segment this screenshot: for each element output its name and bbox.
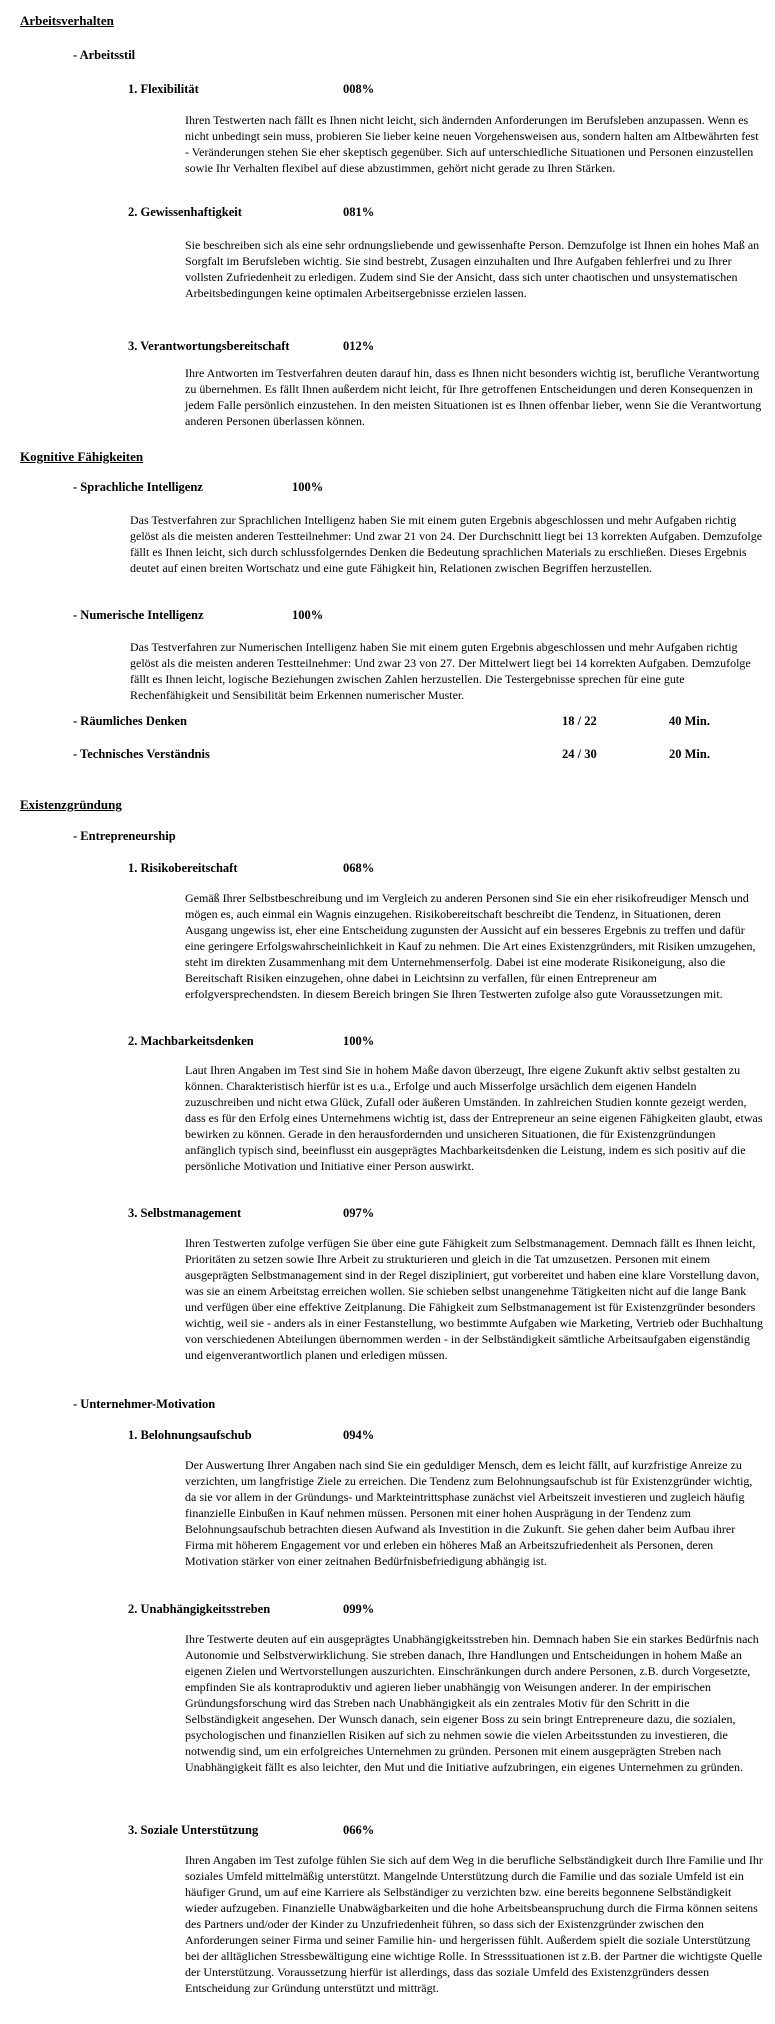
- section-title-arbeitsverhalten: Arbeitsverhalten: [20, 13, 114, 28]
- measure-score-technisches-verstaendnis: 24 / 30: [562, 747, 597, 761]
- item-label-machbarkeitsdenken: 2. Machbarkeitsdenken: [128, 1034, 254, 1048]
- measure-duration-raeumliches-denken: 40 Min.: [669, 714, 710, 728]
- measure-duration-technisches-verstaendnis: 20 Min.: [669, 747, 710, 761]
- item-label-belohnungsaufschub: 1. Belohnungsaufschub: [128, 1428, 252, 1442]
- item-row-verantwortungsbereitschaft: [0, 338, 775, 354]
- measure-label-numerische-intelligenz: - Numerische Intelligenz: [73, 608, 204, 622]
- item-row-risikobereitschaft: [0, 860, 775, 876]
- item-description-risikobereitschaft: Gemäß Ihrer Selbstbeschreibung und im Vergleich zu anderen Personen sind Sie ein eher risikofreudiger Mensch und mögen es, auch einmal ein Wagnis einzugehen. Risikobereitschaft beschreibt die Tendenz, in Situationen, deren Ausgang ungewiss ist, eher eine Entscheidung zugunsten der Aussicht auf ein besseres Ergebnis zu treffen und dafür eine geringere Erfolgswahrscheinlichkeit in Kauf zu nehmen. Die Art eines Existenzgründers, mit Risiken umzugehen, steht im direkten Zusammenhang mit dem Unternehmenserfolg. Dabei ist eine moderate Risikoneigung, also die Bereitschaft Risiken einzugehen, ohne dabei in Leichtsinn zu verfallen, für einen Entrepreneur am erfolgversprechendsten. In diesem Bereich bringen Sie Ihren Testwerten zufolge also gute Voraussetzungen mit.: [185, 891, 756, 1001]
- item-value-machbarkeitsdenken: 100%: [343, 1034, 375, 1048]
- measure-value-sprachliche-intelligenz: 100%: [292, 480, 324, 494]
- item-label-soziale-unterstuetzung: 3. Soziale Unterstützung: [128, 1823, 259, 1837]
- item-label-gewissenhaftigkeit: 2. Gewissenhaftigkeit: [128, 205, 242, 219]
- item-value-verantwortungsbereitschaft: 012%: [343, 339, 375, 353]
- measure-label-technisches-verstaendnis: - Technisches Verständnis: [73, 747, 210, 761]
- item-value-flexibilitaet: 008%: [343, 82, 375, 96]
- section-title-existenzgruendung: Existenzgründung: [20, 797, 122, 812]
- group-label-entrepreneurship: - Entrepreneurship: [73, 829, 176, 843]
- measure-row-technisches-verstaendnis: [0, 746, 775, 762]
- item-value-soziale-unterstuetzung: 066%: [343, 1823, 375, 1837]
- group-label-unternehmer-motivation: - Unternehmer-Motivation: [73, 1397, 216, 1411]
- item-row-machbarkeitsdenken: [0, 1033, 775, 1049]
- measure-score-raeumliches-denken: 18 / 22: [562, 714, 597, 728]
- item-description-soziale-unterstuetzung: Ihren Angaben im Test zufolge fühlen Sie sich auf dem Weg in die berufliche Selbständigkeit durch Ihre Familie und Ihr soziales Umfeld mittelmäßig unterstützt. Mangelnde Unterstützung durch die Familie und das soziale Umfeld ist ein häufiger Grund, um auf eine Karriere als Selbständiger zu verzichten bzw. eine bereits begonnene Selbständigkeit wieder aufzugeben. Finanzielle Unabwägbarkeiten und die hohe Arbeitsbeanspruchung durch die Firma können seitens des Partners und/oder der Kinder zu Unzufriedenheit führen, so dass sich der Existenzgründer zwischen den Anforderungen seiner Firma und seiner Familie hin- und hergerissen fühlt. Außerdem spielt die soziale Unterstützung bei der alltäglichen Stressbewältigung eine wichtige Rolle. In Stresssituationen ist z.B. der Partner die wichtigste Quelle der Unterstützung. Voraussetzung hierfür ist allerdings, dass das soziale Umfeld des Existenzgründers dessen Entscheidung zur Gründung unterstützt und mitträgt.: [185, 1853, 763, 1995]
- item-description-flexibilitaet: Ihren Testwerten nach fällt es Ihnen nicht leicht, sich ändernden Anforderungen im Berufsleben anzupassen. Wenn es nicht unbedingt sein muss, probieren Sie lieber keine neuen Vorgehensweisen aus, sondern halten am Altbewährten fest - Veränderungen stehen Sie eher skeptisch gegenüber. Sich auf unterschiedliche Situationen und Personen einzustellen sowie Ihr Verhalten flexibel auf diese abzustimmen, gehört nicht gerade zu Ihren Stärken.: [185, 113, 759, 175]
- group-label-arbeitsstil: - Arbeitsstil: [73, 48, 136, 62]
- measure-label-sprachliche-intelligenz: - Sprachliche Intelligenz: [73, 480, 203, 494]
- item-value-risikobereitschaft: 068%: [343, 861, 375, 875]
- measure-description-numerische-intelligenz: Das Testverfahren zur Numerischen Intelligenz haben Sie mit einem guten Ergebnis abgeschlossen und mehr Aufgaben richtig gelöst als die meisten anderen Testteilnehmer: Und zwar 23 von 27. Der Mittelwert liegt bei 14 korrekten Aufgaben. Demzufolge fällt es Ihnen leicht, logische Beziehungen zwischen Zahlen herzustellen. Die Testergebnisse sprechen für eine gute Rechenfähigkeit und Sensibilität beim Erkennen numerischer Muster.: [130, 640, 751, 702]
- item-description-gewissenhaftigkeit: Sie beschreiben sich als eine sehr ordnungsliebende und gewissenhafte Person. Demzufolge ist Ihnen ein hohes Maß an Sorgfalt im Berufsleben wichtig. Sie sind bestrebt, Zusagen einzuhalten und Ihre Aufgaben fehlerfrei und zu Ihrer vollsten Zufriedenheit zu erledigen. Zudem sind Sie der Ansicht, dass sich unter chaotischen und unsystematischen Arbeitsbedingungen keine optimalen Arbeitsergebnisse erzielen lassen.: [185, 238, 760, 300]
- item-value-selbstmanagement: 097%: [343, 1206, 375, 1220]
- item-label-flexibilitaet: 1. Flexibilität: [128, 82, 199, 96]
- item-row-unabhaengigkeitsstreben: [0, 1601, 775, 1617]
- item-row-gewissenhaftigkeit: [0, 204, 775, 220]
- item-row-belohnungsaufschub: [0, 1427, 775, 1443]
- item-description-machbarkeitsdenken: Laut Ihren Angaben im Test sind Sie in hohem Maße davon überzeugt, Ihre eigene Zukunft aktiv selbst gestalten zu können. Charakteristisch hierfür ist es u.a., Erfolge und auch Misserfolge ursächlich dem eigenen Handeln zuzuschreiben und nicht etwa Glück, Zufall oder äußeren Umständen. In zahlreichen Studien konnte gezeigt werden, dass es für den Erfolg eines Unternehmens wichtig ist, dass der Entrepreneur an seine eigenen Fähigkeiten glaubt, etwas bewirken zu können. Gerade in den herausfordernden und unsicheren Situationen, die für Existenzgründungen anfänglich typisch sind, beeinflusst ein ausgeprägtes Machbarkeitsdenken die Leistung, indem es sich positiv auf die persönliche Motivation und Initiative einer Person auswirkt.: [185, 1063, 763, 1173]
- item-label-verantwortungsbereitschaft: 3. Verantwortungsbereitschaft: [128, 339, 290, 353]
- item-description-belohnungsaufschub: Der Auswertung Ihrer Angaben nach sind Sie ein geduldiger Mensch, dem es leicht fällt, auf kurzfristige Anreize zu verzichten, um langfristige Ziele zu erreichen. Die Tendenz zum Belohnungsaufschub ist für Existenzgründer wichtig, da sie vor allem in der Gründungs- und Markteintrittsphase zunächst viel Arbeitszeit investieren und zugleich häufig finanzielle Einbußen in Kauf nehmen müssen. Personen mit einer hohen Ausprägung in der Tendenz zum Belohnungsaufschub betrachten diesen Aufwand als Investition in die Zukunft. Sie gehen daher beim Aufbau ihrer Firma mit höherem Engagement vor und erleben ein höheres Maß an Arbeitszufriedenheit als Personen, deren Motivation stärker von einer zeitnahen Bedürfnisbefriedigung abhängig ist.: [185, 1458, 753, 1568]
- item-description-selbstmanagement: Ihren Testwerten zufolge verfügen Sie über eine gute Fähigkeit zum Selbstmanagement. Demnach fällt es Ihnen leicht, Prioritäten zu setzen sowie Ihre Arbeit zu strukturieren und gleich in die Tat umzusetzen. Personen mit einem ausgeprägten Selbstmanagement sind in der Regel diszipliniert, gut vorbereitet und haben eine klare Vorstellung davon, was sie an einem Arbeitstag erreichen wollen. Sie schieben selbst unangenehme Tätigkeiten nicht auf die lange Bank und verfügen über eine effektive Zeitplanung. Die Fähigkeit zum Selbstmanagement ist für Existenzgründer besonders wichtig, weil sie - anders als in einer Festanstellung, wo bestimmte Aufgaben wie Marketing, Vertrieb oder Buchhaltung von verschiedenen Abteilungen übernommen werden - in der Selbständigkeit sämtliche Arbeitsaufgaben eigenständig und eigenverantwortlich planen und erledigen müssen.: [185, 1236, 763, 1362]
- item-row-selbstmanagement: [0, 1205, 775, 1221]
- item-row-soziale-unterstuetzung: [0, 1822, 775, 1838]
- item-value-unabhaengigkeitsstreben: 099%: [343, 1602, 375, 1616]
- measure-description-sprachliche-intelligenz: Das Testverfahren zur Sprachlichen Intelligenz haben Sie mit einem guten Ergebnis abgeschlossen und mehr Aufgaben richtig gelöst als die meisten anderen Testteilnehmer: Und zwar 21 von 24. Der Durchschnitt liegt bei 13 korrekten Aufgaben. Demzufolge fällt es Ihnen leicht, sich durch schlussfolgerndes Denken die Bedeutung sprachlichen Materials zu erschließen. Dieses Ergebnis deutet auf einen breiten Wortschatz und eine gute Fähigkeit hin, Relationen zwischen Begriffen herzustellen.: [130, 513, 763, 575]
- item-description-unabhaengigkeitsstreben: Ihre Testwerte deuten auf ein ausgeprägtes Unabhängigkeitsstreben hin. Demnach haben Sie ein starkes Bedürfnis nach Autonomie und Selbstverwirklichung. Sie streben danach, Ihre Handlungen und Entscheidungen in hohem Maße an eigenen Zielen und Wertvorstellungen auszurichten. Einschränkungen durch andere Personen, z.B. durch Vorgesetzte, empfinden Sie als kontraproduktiv und agieren lieber unabhängig von Weisungen anderer. In der empirischen Gründungsforschung wird das Streben nach Unabhängigkeit als ein zentrales Motiv für den Schritt in die Selbständigkeit angesehen. Der Wunsch danach, sein eigener Boss zu sein bringt Entrepreneure dazu, die sozialen, psychologischen und finanziellen Risiken auf sich zu nehmen sowie die vielen Arbeitsstunden zu investieren, die notwendig sind, um ein erfolgreiches Unternehmen zu gründen. Personen mit einem ausgeprägten Streben nach Unabhängigkeit fällt es also leichter, den Mut und die Initiative aufzubringen, ein eigenes Unternehmen zu gründen.: [185, 1632, 759, 1774]
- item-description-verantwortungsbereitschaft: Ihre Antworten im Testverfahren deuten darauf hin, dass es Ihnen nicht besonders wichtig ist, berufliche Verantwortung zu übernehmen. Es fällt Ihnen außerdem nicht leicht, für Ihre getroffenen Entscheidungen und deren Konsequenzen in jedem Falle persönlich einzustehen. In den meisten Situationen ist es Ihnen offenbar lieber, wenn Sie die Verantwortung anderen Personen überlassen können.: [185, 366, 762, 428]
- measure-row-numerische-intelligenz: [0, 607, 775, 623]
- measure-label-raeumliches-denken: - Räumliches Denken: [73, 714, 187, 728]
- section-title-kognitive-faehigkeiten: Kognitive Fähigkeiten: [20, 449, 144, 464]
- item-label-selbstmanagement: 3. Selbstmanagement: [128, 1206, 242, 1220]
- item-value-gewissenhaftigkeit: 081%: [343, 205, 375, 219]
- item-label-unabhaengigkeitsstreben: 2. Unabhängigkeitsstreben: [128, 1602, 271, 1616]
- item-label-risikobereitschaft: 1. Risikobereitschaft: [128, 861, 238, 875]
- item-value-belohnungsaufschub: 094%: [343, 1428, 375, 1442]
- measure-value-numerische-intelligenz: 100%: [292, 608, 324, 622]
- item-row-flexibilitaet: [0, 81, 775, 97]
- measure-row-raeumliches-denken: [0, 713, 775, 729]
- measure-row-sprachliche-intelligenz: [0, 479, 775, 495]
